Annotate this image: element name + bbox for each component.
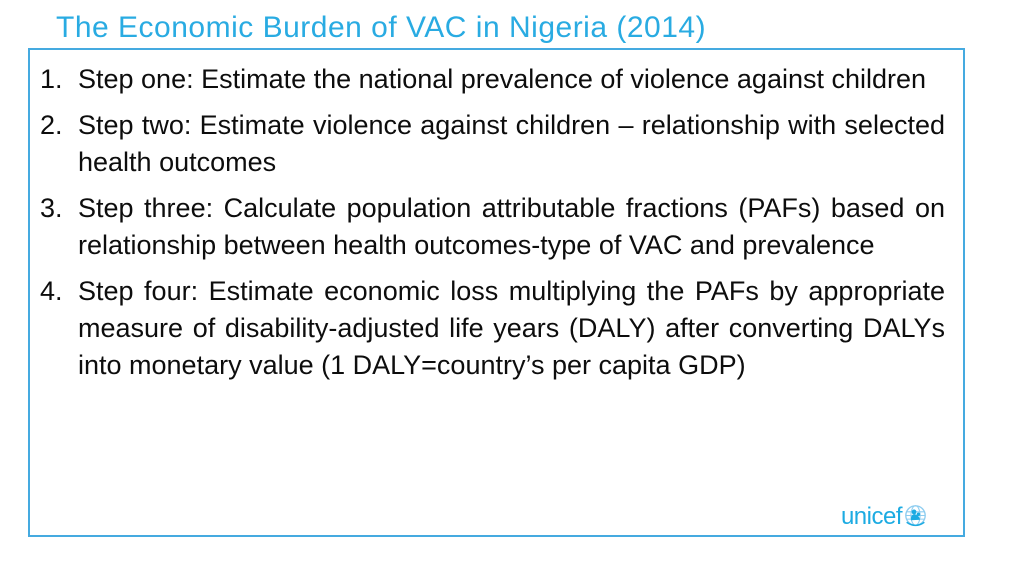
list-item-number: 4. xyxy=(40,276,63,306)
content-box xyxy=(28,48,965,537)
list-item-text: Step three: Calculate population attributable fractions (PAFs) based on relationship between health outcomes-type of VAC and prevalence xyxy=(78,193,945,260)
list-item-text: Step one: Estimate the national prevalence of violence against children xyxy=(78,64,927,94)
list-item xyxy=(40,190,945,264)
list-item-text: Step two: Estimate violence against children – relationship with selected health outcomes xyxy=(78,110,945,177)
un-globe-mother-child-icon xyxy=(903,504,928,529)
list-item-number: 2. xyxy=(40,110,63,140)
list-item xyxy=(40,107,945,181)
list-item xyxy=(40,273,945,384)
unicef-logo xyxy=(841,504,928,529)
list-item-text: Step four: Estimate economic loss multiplying the PAFs by appropriate measure of disability-adjusted life years (DALY) after converting DALYs into monetary value (1 DALY=country’s per capita GDP) xyxy=(78,276,945,380)
list-item-number: 3. xyxy=(40,193,63,223)
unicef-wordmark: unicef xyxy=(840,502,902,530)
slide-title: The Economic Burden of VAC in Nigeria (2014) xyxy=(56,11,707,44)
steps-list xyxy=(30,50,963,384)
list-item-number: 1. xyxy=(40,64,63,94)
list-item xyxy=(40,61,945,98)
